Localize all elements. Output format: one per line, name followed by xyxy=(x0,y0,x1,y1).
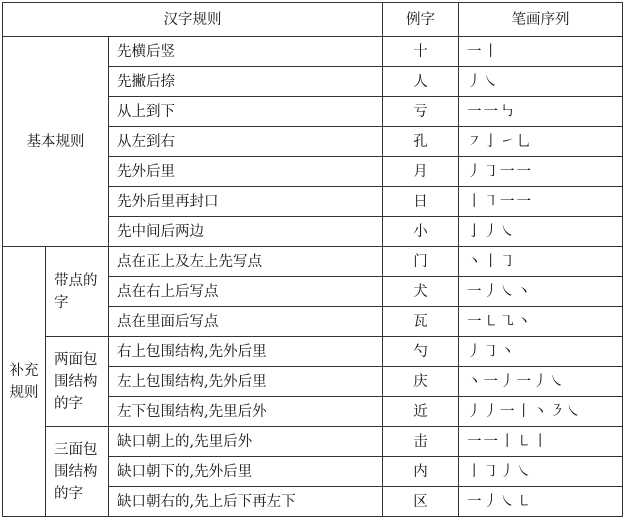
rule-cell: 缺口朝右的,先上后下再左下 xyxy=(109,487,383,517)
strokes-cell: 一丨 xyxy=(459,37,623,67)
strokes-cell: 丶一丿一丿㇏ xyxy=(459,367,623,397)
table-row xyxy=(3,37,623,67)
rule-cell: 先外后里 xyxy=(109,157,383,187)
example-cell: 日 xyxy=(383,187,459,217)
strokes-cell: 丶丨㇆ xyxy=(459,247,623,277)
strokes-cell: 一一丨㇄丨 xyxy=(459,427,623,457)
strokes-cell: 丿㇆丶 xyxy=(459,337,623,367)
rule-cell: 缺口朝下的,先外后里 xyxy=(109,457,383,487)
group-two-sided: 两面包 围结构 的字 xyxy=(46,337,109,427)
group-supplementary: 补充 规则 xyxy=(3,247,46,517)
example-cell: 勺 xyxy=(383,337,459,367)
rule-cell: 先横后竖 xyxy=(109,37,383,67)
strokes-cell: 亅丿㇏ xyxy=(459,217,623,247)
example-cell: 区 xyxy=(383,487,459,517)
stroke-order-table-container xyxy=(2,2,623,517)
example-cell: 十 xyxy=(383,37,459,67)
rule-cell: 右上包围结构,先外后里 xyxy=(109,337,383,367)
rule-cell: 点在右上后写点 xyxy=(109,277,383,307)
table-row xyxy=(3,247,623,277)
rule-cell: 从上到下 xyxy=(109,97,383,127)
example-cell: 击 xyxy=(383,427,459,457)
table-row xyxy=(3,427,623,457)
example-cell: 近 xyxy=(383,397,459,427)
rule-cell: 点在正上及左上先写点 xyxy=(109,247,383,277)
header-example: 例字 xyxy=(383,3,459,37)
strokes-cell: 一丿㇏㇄ xyxy=(459,487,623,517)
table-row xyxy=(3,337,623,367)
stroke-order-table xyxy=(2,2,623,517)
strokes-cell: 一丿㇏丶 xyxy=(459,277,623,307)
example-cell: 内 xyxy=(383,457,459,487)
strokes-cell: ㇇亅㇀乚 xyxy=(459,127,623,157)
rule-cell: 左下包围结构,先里后外 xyxy=(109,397,383,427)
rule-cell: 先中间后两边 xyxy=(109,217,383,247)
example-cell: 月 xyxy=(383,157,459,187)
rule-cell: 先撇后捺 xyxy=(109,67,383,97)
header-row xyxy=(3,3,623,37)
example-cell: 小 xyxy=(383,217,459,247)
example-cell: 瓦 xyxy=(383,307,459,337)
example-cell: 人 xyxy=(383,67,459,97)
strokes-cell: 丿㇏ xyxy=(459,67,623,97)
example-cell: 孔 xyxy=(383,127,459,157)
strokes-cell: 一一㇉ xyxy=(459,97,623,127)
example-cell: 门 xyxy=(383,247,459,277)
rule-cell: 从左到右 xyxy=(109,127,383,157)
strokes-cell: 一㇄㇈丶 xyxy=(459,307,623,337)
rule-cell: 先外后里再封口 xyxy=(109,187,383,217)
strokes-cell: 丿㇆一一 xyxy=(459,157,623,187)
header-strokes: 笔画序列 xyxy=(459,3,623,37)
example-cell: 庆 xyxy=(383,367,459,397)
strokes-cell: 丨㇆丿㇏ xyxy=(459,457,623,487)
example-cell: 亏 xyxy=(383,97,459,127)
rule-cell: 缺口朝上的,先里后外 xyxy=(109,427,383,457)
group-three-sided: 三面包 围结构 的字 xyxy=(46,427,109,517)
rule-cell: 左上包围结构,先外后里 xyxy=(109,367,383,397)
rule-cell: 点在里面后写点 xyxy=(109,307,383,337)
strokes-cell: 丿丿一丨丶㇋㇏ xyxy=(459,397,623,427)
header-rule: 汉字规则 xyxy=(3,3,383,37)
strokes-cell: 丨㇕一一 xyxy=(459,187,623,217)
group-dotted: 带点的 字 xyxy=(46,247,109,337)
example-cell: 犬 xyxy=(383,277,459,307)
group-basic: 基本规则 xyxy=(3,37,109,247)
